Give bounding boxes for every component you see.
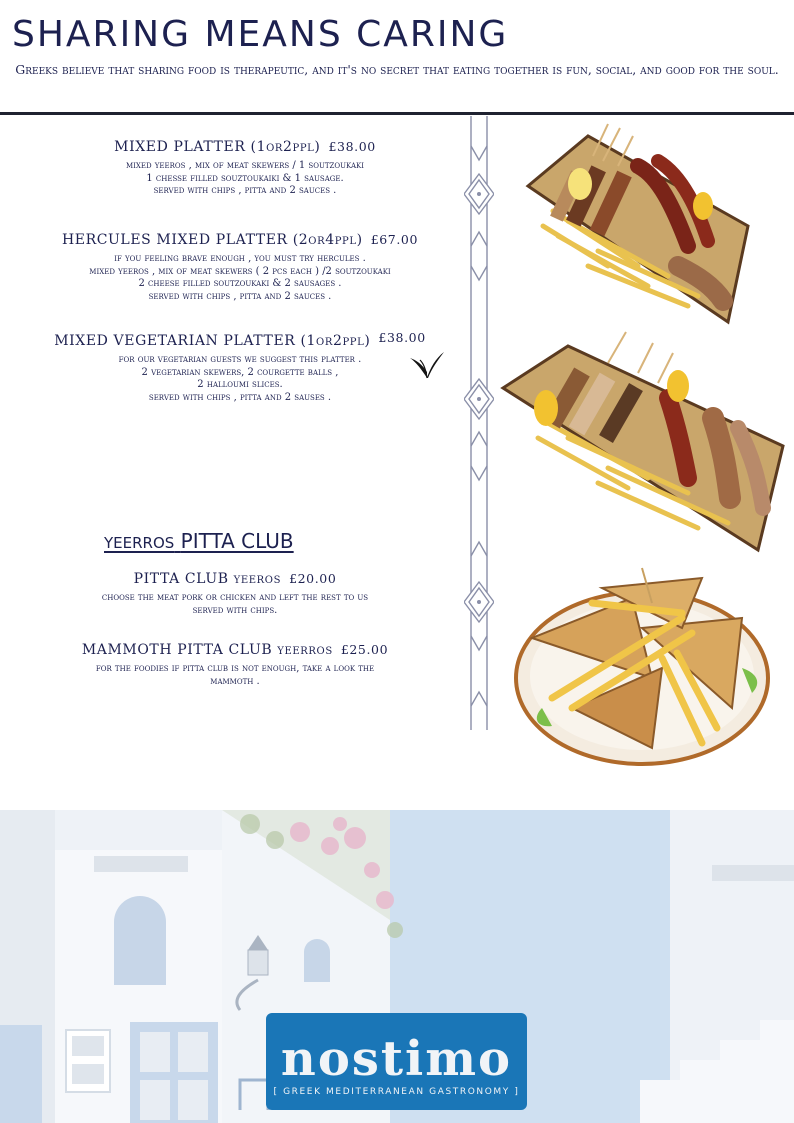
menu-item-hercules-platter — [20, 232, 460, 303]
item-price: £20.00 — [289, 571, 337, 586]
desc-line: served with chips , pitta and 2 sauses . — [148, 391, 332, 403]
desc-line: 1 chesse filled souztoukaiki & 1 sausage. — [146, 172, 344, 184]
desc-line: 2 cheese filled soutzoukaki & 2 sausages . — [138, 278, 342, 289]
item-description — [40, 663, 430, 688]
item-price: £25.00 — [340, 642, 389, 657]
mixed-platter-photo — [498, 116, 758, 328]
item-name: HERCULES MIXED PLATTER (2or4ppl) — [61, 232, 363, 248]
menu-item-mixed-platter — [40, 139, 450, 198]
page-title: SHARING MEANS CARING — [12, 14, 509, 55]
section-heading: yeerros PITTA CLUB — [104, 529, 294, 554]
item-description — [20, 253, 460, 303]
desc-line: mixed yeeros , mix of meat skewers ( 2 pcs each ) /2 soutzoukaki — [89, 265, 391, 277]
item-name: MIXED PLATTER (1or2ppl) — [114, 139, 321, 155]
item-name: MIXED VEGETARIAN PLATTER (1or2ppl) — [54, 333, 371, 349]
menu-item-mammoth-pitta-club — [40, 642, 430, 688]
menu-item-pitta-club — [40, 571, 430, 617]
desc-line: served with chips. — [192, 604, 278, 616]
item-price: £38.00 — [378, 330, 426, 345]
item-name: PITTA CLUB — [133, 571, 229, 587]
desc-line: 2 vegetarian skewers, 2 courgette balls , — [141, 366, 339, 378]
logo-tagline: [ GREEK MEDITERRANEAN GASTRONOMY ] — [273, 1087, 520, 1097]
nostimo-logo — [266, 1013, 527, 1110]
desc-line: mixed yeeros , mix of meat skewers / 1 soutzoukaki — [125, 160, 365, 171]
desc-line: served with chips , pitta and 2 sauces . — [148, 290, 332, 302]
item-description — [40, 160, 450, 198]
page-subtitle: Greeks believe that sharing food is therapeutic, and it's no secret that eating together is fun, social, and good for the soul. — [15, 62, 779, 77]
desc-line: mammoth . — [210, 675, 260, 687]
logo-wordmark: nostimo — [280, 1031, 513, 1087]
desc-line: for our vegetarian guests we suggest this platter . — [118, 354, 362, 365]
desc-line: 2 halloumi slices. — [197, 379, 283, 390]
pitta-club-photo — [512, 558, 772, 770]
desc-line: if you feeling brave enough , you must try hercules . — [114, 253, 366, 264]
desc-line: served with chips , pitta and 2 sauces . — [153, 185, 337, 196]
vegetarian-platter-photo — [498, 328, 788, 556]
desc-line: for the foodies if pitta club is not enough, take a look the — [95, 663, 375, 674]
item-description — [30, 354, 450, 404]
item-name-sub: yeeros — [233, 571, 282, 587]
menu-item-vegetarian-platter — [30, 330, 450, 404]
item-name-sub: yeerros — [277, 642, 333, 658]
leaf-icon — [408, 348, 446, 380]
item-name: MAMMOTH PITTA CLUB — [81, 642, 273, 658]
greek-key-divider — [464, 116, 494, 730]
desc-line: choose the meat pork or chicken and left the rest to us — [101, 592, 369, 603]
item-price: £38.00 — [328, 139, 376, 154]
item-price: £67.00 — [370, 232, 419, 247]
header-divider — [0, 112, 794, 115]
item-description — [40, 592, 430, 617]
